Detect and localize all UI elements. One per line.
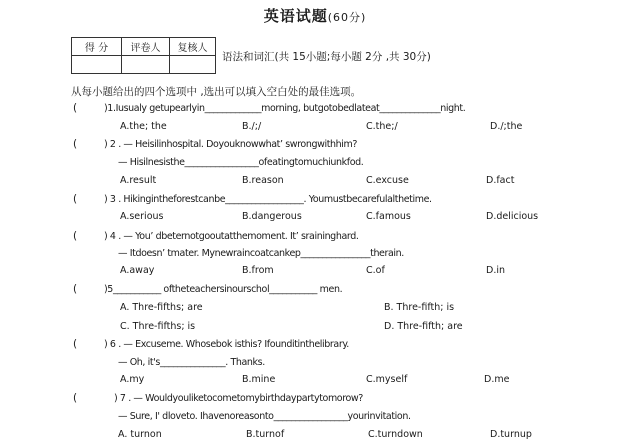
- q6-option-d: D.me: [484, 374, 510, 385]
- question-2-stem: ) 2 . — Heisilinhospital. Doyouknowwhat’ swrongwithhim?: [104, 139, 357, 150]
- reviewer-header: 复核人: [170, 38, 216, 56]
- q5-option-b: B. Thre-fifth; is: [384, 302, 455, 313]
- q2-option-c: C.excuse: [366, 175, 409, 186]
- q1-option-b: B./;/: [242, 121, 262, 132]
- q3-option-a: A.serious: [120, 211, 164, 222]
- title-text: 英语试题: [263, 7, 328, 25]
- answer-paren: (: [73, 102, 78, 114]
- question-7-stem: ) 7 . — Wouldyouliketocometomybirthdaypartytomorow?: [114, 393, 363, 404]
- question-2-response: — Hisilnesisthe_________________ofeatingtomuchiunkfod.: [118, 157, 364, 168]
- q6-option-a: A.my: [120, 374, 145, 385]
- q5-option-a: A. Thre-fifths; are: [120, 302, 203, 313]
- q2-option-d: D.fact: [486, 175, 515, 186]
- q1-option-d: D./;the: [490, 121, 523, 132]
- grader-cell: [122, 56, 170, 74]
- q7-option-b: B.turnof: [246, 429, 285, 440]
- q1-option-c: C.the;/: [366, 121, 398, 132]
- question-3-stem: ) 3 . Hikingintheforestcanbe__________________. Youmustbecarefulalthetime.: [104, 194, 432, 205]
- answer-paren: (: [73, 193, 78, 205]
- question-4-response: — Itdoesn’ tmater. Mynewraincoatcankep________________therain.: [118, 248, 404, 259]
- title-score: (60分): [327, 11, 367, 24]
- score-table: [71, 37, 216, 74]
- q7-option-c: C.turndown: [368, 429, 423, 440]
- answer-paren: (: [73, 392, 78, 404]
- grader-header: 评卷人: [122, 38, 170, 56]
- q1-option-a: A.the; the: [120, 121, 167, 132]
- q4-option-a: A.away: [120, 265, 155, 276]
- reviewer-cell: [170, 56, 216, 74]
- q5-option-d: D. Thre-fifth; are: [384, 321, 463, 332]
- answer-paren: (: [73, 230, 78, 242]
- score-header: 得 分: [72, 38, 122, 56]
- q4-option-c: C.of: [366, 265, 385, 276]
- question-6-response: — Oh, it's_______________. Thanks.: [118, 357, 265, 368]
- q7-option-a: A. turnon: [118, 429, 162, 440]
- q4-option-d: D.in: [486, 265, 505, 276]
- answer-paren: (: [73, 338, 78, 350]
- question-6-stem: ) 6 . — Excuseme. Whosebok isthis? Ifounditinthelibrary.: [104, 339, 349, 350]
- q2-option-b: B.reason: [242, 175, 284, 186]
- question-1-stem: )1.Iusualy getupearlyin_____________morning, butgotobedlateat______________night.: [104, 103, 466, 114]
- q3-option-d: D.delicious: [486, 211, 539, 222]
- instruction: 从每小题给出的四个选项中 ,选出可以填入空白处的最佳选项。: [71, 86, 362, 98]
- q3-option-b: B.dangerous: [242, 211, 302, 222]
- score-cell: [72, 56, 122, 74]
- question-5-stem: )5___________ oftheteachersinourschol___________ men.: [104, 284, 343, 295]
- q7-option-d: D.turnup: [490, 429, 532, 440]
- q3-option-c: C.famous: [366, 211, 411, 222]
- answer-paren: (: [73, 283, 78, 295]
- section-heading: 语法和词汇(共 15小题;每小题 2分 ,共 30分): [222, 51, 431, 63]
- q4-option-b: B.from: [242, 265, 274, 276]
- answer-paren: (: [73, 138, 78, 150]
- question-7-response: — Sure, I' dloveto. Ihavenoreasonto_________________yourinvitation.: [118, 411, 411, 422]
- question-4-stem: ) 4 . — You’ dbeternotgooutatthemoment. It’ sraininghard.: [104, 231, 359, 242]
- q6-option-c: C.myself: [366, 374, 408, 385]
- exam-title: [0, 5, 630, 26]
- q6-option-b: B.mine: [242, 374, 276, 385]
- q5-option-c: C. Thre-fifths; is: [120, 321, 196, 332]
- q2-option-a: A.result: [120, 175, 157, 186]
